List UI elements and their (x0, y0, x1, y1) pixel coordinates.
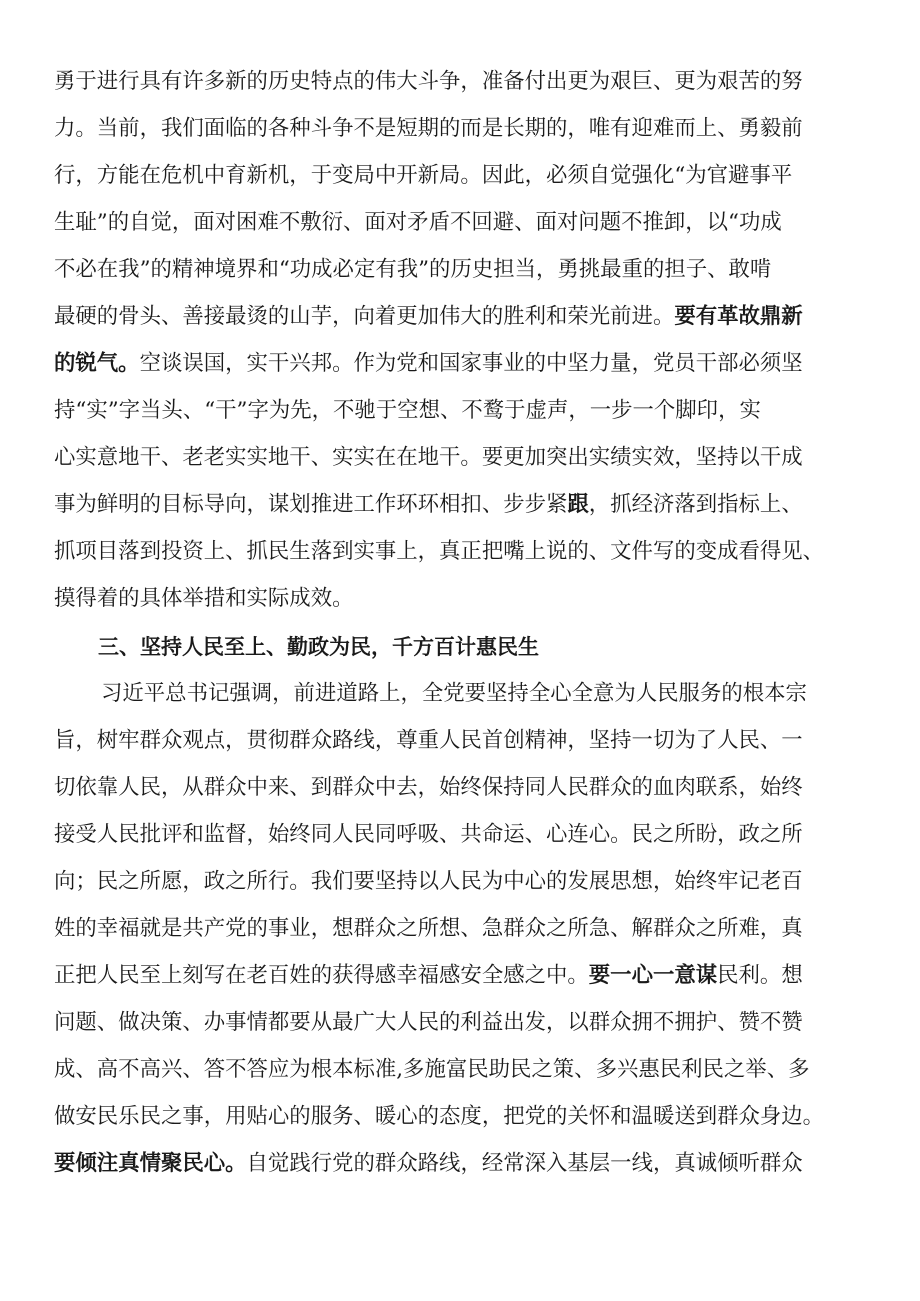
para1-line-9 (54, 438, 803, 478)
para1-line-2 (54, 109, 803, 149)
text-run: 接受人民批评和监督，始终同人民同呼吸、共命运、心连心。民之所盼，政之所 (54, 822, 803, 847)
para1-line-8 (54, 391, 761, 431)
text-run: ，抓经济落到指标上、 (588, 492, 803, 517)
para2-line-2 (54, 721, 803, 761)
text-run: 成、高不高兴、答不答应为根本标准,多施富民助民之策、多兴惠民利民之举、多 (54, 1057, 810, 1082)
bold-phrase: 跟 (567, 492, 589, 517)
text-run: 空谈误国，实干兴邦。作为党和国家事业的中坚力量，党员干部必须坚 (139, 351, 803, 376)
text-run: 习近平总书记强调，前进道路上，全党要坚持全心全意为人民服务的根本宗 (101, 681, 807, 706)
text-run: 持“实”字当头、“干”字为先，不驰于空想、不鹜于虚声，一步一个脚印，实 (54, 398, 761, 423)
heading-text: 三、坚持人民至上、勤政为民，千方百计惠民生 (98, 635, 539, 659)
para2-line-9 (54, 1050, 809, 1090)
text-run: 向；民之所愿，政之所行。我们要坚持以人民为中心的发展思想，始终牢记老百 (54, 869, 803, 894)
para2-line-3 (54, 768, 803, 808)
text-run: 姓的幸福就是共产党的事业，想群众之所想、急群众之所急、解群众之所难，真 (54, 916, 803, 941)
text-run: 自觉践行党的群众路线，经常深入基层一线，真诚倾听群众 (246, 1151, 803, 1176)
para2-line-7 (54, 956, 803, 996)
bold-phrase: 要有革故鼎新 (674, 304, 803, 329)
para1-line-10 (54, 485, 803, 525)
para1-line-11 (54, 532, 824, 572)
para2-line-5 (54, 862, 803, 902)
text-run: 旨，树牢群众观点，贯彻群众路线，尊重人民首创精神，坚持一切为了人民、一 (54, 728, 803, 753)
para2-line-6 (54, 909, 803, 949)
para2-line-8 (54, 1003, 803, 1043)
para1-line-7 (54, 344, 803, 384)
para1-line-12 (54, 579, 353, 619)
para2-line-1 (101, 674, 807, 714)
para2-line-4 (54, 815, 803, 855)
para1-line-3 (54, 156, 792, 196)
bold-phrase: 的锐气。 (54, 351, 140, 376)
section-heading (98, 627, 539, 667)
para1-line-4 (54, 203, 782, 243)
text-run: 心实意地干、老老实实地干、实实在在地干。要更加突出实绩实效，坚持以干成 (54, 445, 803, 470)
text-run: 不必在我”的精神境界和“功成必定有我”的历史担当，勇挑最重的担子、敢啃 (54, 257, 772, 282)
para1-line-1 (54, 62, 803, 102)
para2-line-10 (54, 1097, 824, 1137)
text-run: 力。当前，我们面临的各种斗争不是短期的而是长期的，唯有迎难而上、勇毅前 (54, 116, 803, 141)
text-run: 做安民乐民之事，用贴心的服务、暖心的态度，把党的关怀和温暖送到群众身边。 (54, 1104, 825, 1129)
text-run: 事为鲜明的目标导向，谋划推进工作环环相扣、步步紧 (54, 492, 568, 517)
text-run: 问题、做决策、办事情都要从最广大人民的利益出发，以群众拥不拥护、赞不赞 (54, 1010, 803, 1035)
bold-phrase: 要一心一意谋 (588, 963, 718, 988)
para1-line-6 (54, 297, 803, 337)
text-run: 正把人民至上刻写在老百姓的获得感幸福感安全感之中。 (54, 963, 589, 988)
text-run: 民利。想 (717, 963, 803, 988)
para2-line-11 (54, 1144, 803, 1184)
bold-phrase: 要倾注真情聚民心。 (54, 1151, 247, 1176)
text-run: 生耻”的自觉，面对困难不敷衍、面对矛盾不回避、面对问题不推卸，以“功成 (54, 210, 782, 235)
text-run: 切依靠人民，从群众中来、到群众中去，始终保持同人民群众的血肉联系，始终 (54, 775, 803, 800)
text-run: 最硬的骨头、善接最烫的山芋，向着更加伟大的胜利和荣光前进。 (54, 304, 675, 329)
text-run: 抓项目落到投资上、抓民生落到实事上，真正把嘴上说的、文件写的变成看得见、 (54, 539, 825, 564)
text-run: 勇于进行具有许多新的历史特点的伟大斗争，准备付出更为艰巨、更为艰苦的努 (54, 69, 803, 94)
text-run: 行，方能在危机中育新机，于变局中开新局。因此，必须自觉强化“为官避事平 (54, 163, 793, 188)
para1-line-5 (54, 250, 771, 290)
text-run: 摸得着的具体举措和实际成效。 (54, 586, 354, 611)
